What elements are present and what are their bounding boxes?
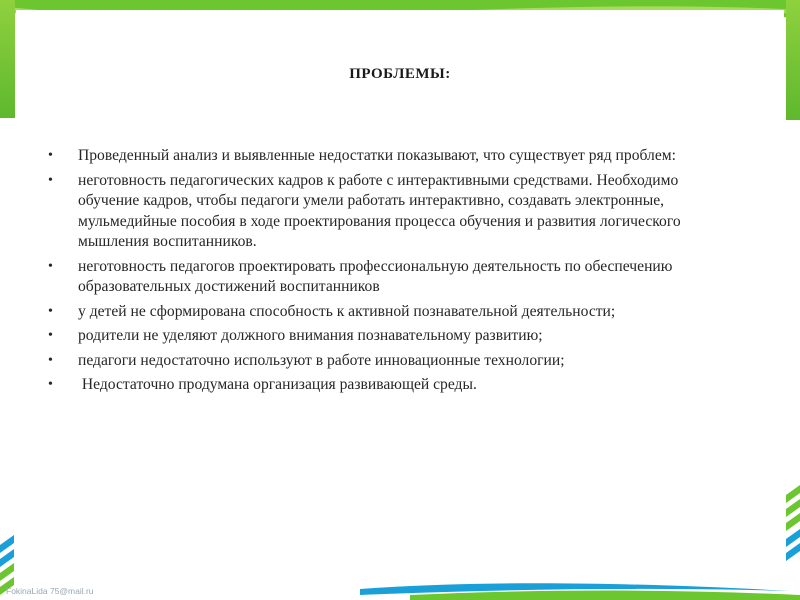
bullet-icon: • <box>48 258 53 274</box>
list-item <box>48 146 738 167</box>
right-green-bar <box>786 0 800 120</box>
list-item <box>48 326 738 347</box>
bullet-icon: • <box>48 328 53 343</box>
list-item-text: педагоги недостаточно используют в работе инновационные технологии; <box>78 351 565 369</box>
list-item-text: Недостаточно продумана организация развивающей среды. <box>78 376 477 393</box>
page-title: ПРОБЛЕМЫ: <box>349 66 451 82</box>
bottom-wave-decoration <box>350 575 800 600</box>
list-item <box>48 375 738 396</box>
list-item-text: неготовность педагогических кадров к работе с интерактивными средствами. Необходимо обучение кадров, чтобы педагоги умели работать интерактивно, создавать электронные, мульмедийные пособия в ходе проектирования процесса обучения и развития логического мышления воспитанников. <box>78 171 681 250</box>
problems-list <box>48 146 738 400</box>
list-item-text: неготовность педагогов проектировать профессиональную деятельность по обеспечению образовательных достижений воспитанников <box>78 257 673 295</box>
author-email: FokinaLida 75@mail.ru <box>6 586 94 596</box>
bullet-icon: • <box>48 377 53 392</box>
list-item <box>48 302 738 323</box>
bullet-icon: • <box>48 172 53 188</box>
bullet-icon: • <box>48 148 53 163</box>
left-green-bar <box>0 0 15 118</box>
list-item <box>48 351 738 372</box>
list-item <box>48 171 738 253</box>
bullet-icon: • <box>48 352 53 368</box>
list-item-text: Проведенный анализ и выявленные недостатки показывают, что существует ряд проблем: <box>78 147 676 164</box>
list-item-text: родители не уделяют должного внимания познавательному развитию; <box>78 327 543 344</box>
right-stripes-decoration <box>780 485 800 565</box>
bullet-icon: • <box>48 303 53 319</box>
list-item-text: у детей не сформирована способность к активной познавательной деятельности; <box>78 302 616 320</box>
list-item <box>48 257 738 298</box>
